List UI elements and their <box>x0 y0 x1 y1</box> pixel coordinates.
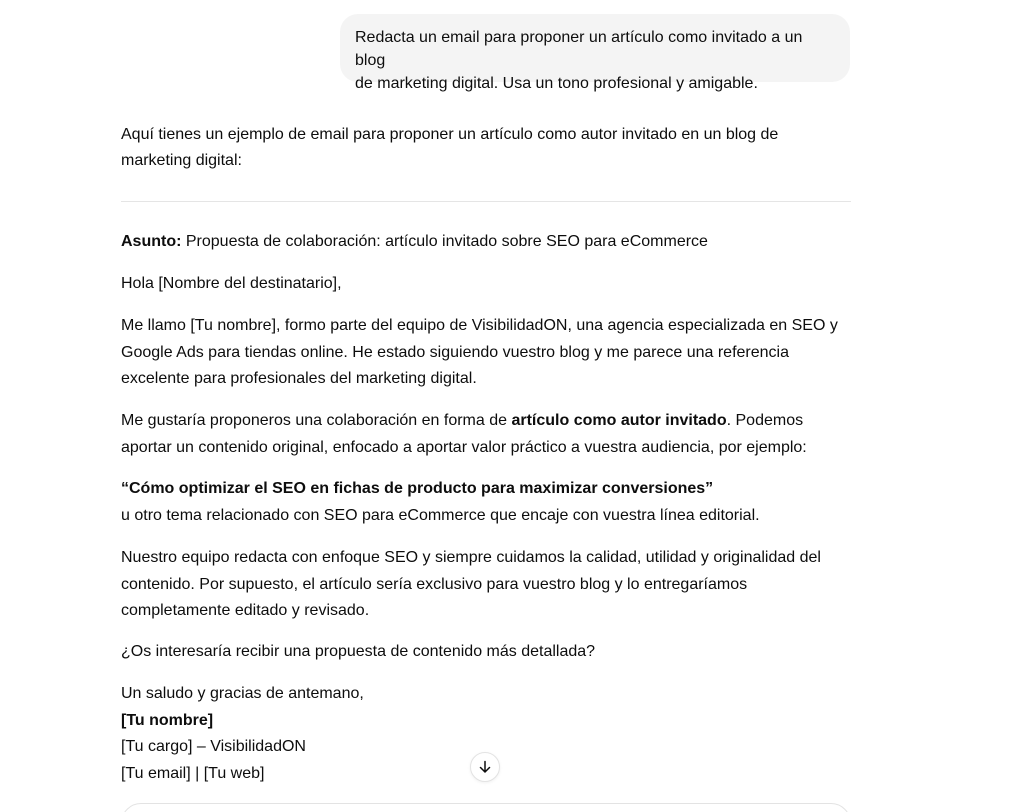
p2-text-after: . Podemos aportar un contenido original, enfocado a aportar valor práctico a vuestra audiencia, por ejemplo: <box>121 412 807 456</box>
email-topic <box>121 476 851 529</box>
email-paragraph-3: Nuestro equipo redacta con enfoque SEO y siempre cuidamos la calidad, utilidad y originalidad del contenido. Por supuesto, el artículo sería exclusivo para vuestro blog y lo entregaríamos completamente editado y revisado. <box>121 549 821 619</box>
p2-bold: artículo como autor invitado <box>511 412 727 429</box>
closing-line: Un saludo y gracias de antemano, <box>121 685 364 702</box>
assistant-intro: Aquí tienes un ejemplo de email para proponer un artículo como autor invitado en un blog de marketing digital: <box>121 126 779 169</box>
email-question: ¿Os interesaría recibir una propuesta de contenido más detallada? <box>121 643 596 660</box>
signature-role: [Tu cargo] – VisibilidadON <box>121 738 306 755</box>
signature-contact: [Tu email] | [Tu web] <box>121 764 265 782</box>
scroll-to-bottom-button[interactable] <box>470 752 500 782</box>
topic-alternative: u otro tema relacionado con SEO para eCommerce que encaje con vuestra línea editorial. <box>121 506 760 524</box>
subject-text: Propuesta de colaboración: artículo invitado sobre SEO para eCommerce <box>181 233 708 250</box>
p2-text-before: Me gustaría proponeros una colaboración en forma de <box>121 412 512 429</box>
user-message-bubble <box>340 14 850 92</box>
email-greeting: Hola [Nombre del destinatario], <box>121 275 342 292</box>
topic-title: “Cómo optimizar el SEO en fichas de producto para maximizar conversiones” <box>121 480 714 497</box>
subject-label: Asunto: <box>121 233 182 250</box>
user-message-line-1: Redacta un email para proponer un artículo como invitado a un blog <box>355 29 803 69</box>
email-paragraph-1: Me llamo [Tu nombre], formo parte del equipo de VisibilidadON, una agencia especializada en SEO y Google Ads para tiendas online. He estado siguiendo vuestro blog y me parece una referencia excelente para profesionales del marketing digital. <box>121 317 838 387</box>
email-subject <box>121 229 851 256</box>
user-message-line-2: de marketing digital. Usa un tono profesional y amigable. <box>355 75 758 92</box>
message-composer[interactable] <box>121 803 851 812</box>
divider <box>121 201 851 202</box>
email-paragraph-2 <box>121 408 851 461</box>
arrow-down-icon <box>477 759 493 775</box>
signature-name: [Tu nombre] <box>121 711 214 729</box>
